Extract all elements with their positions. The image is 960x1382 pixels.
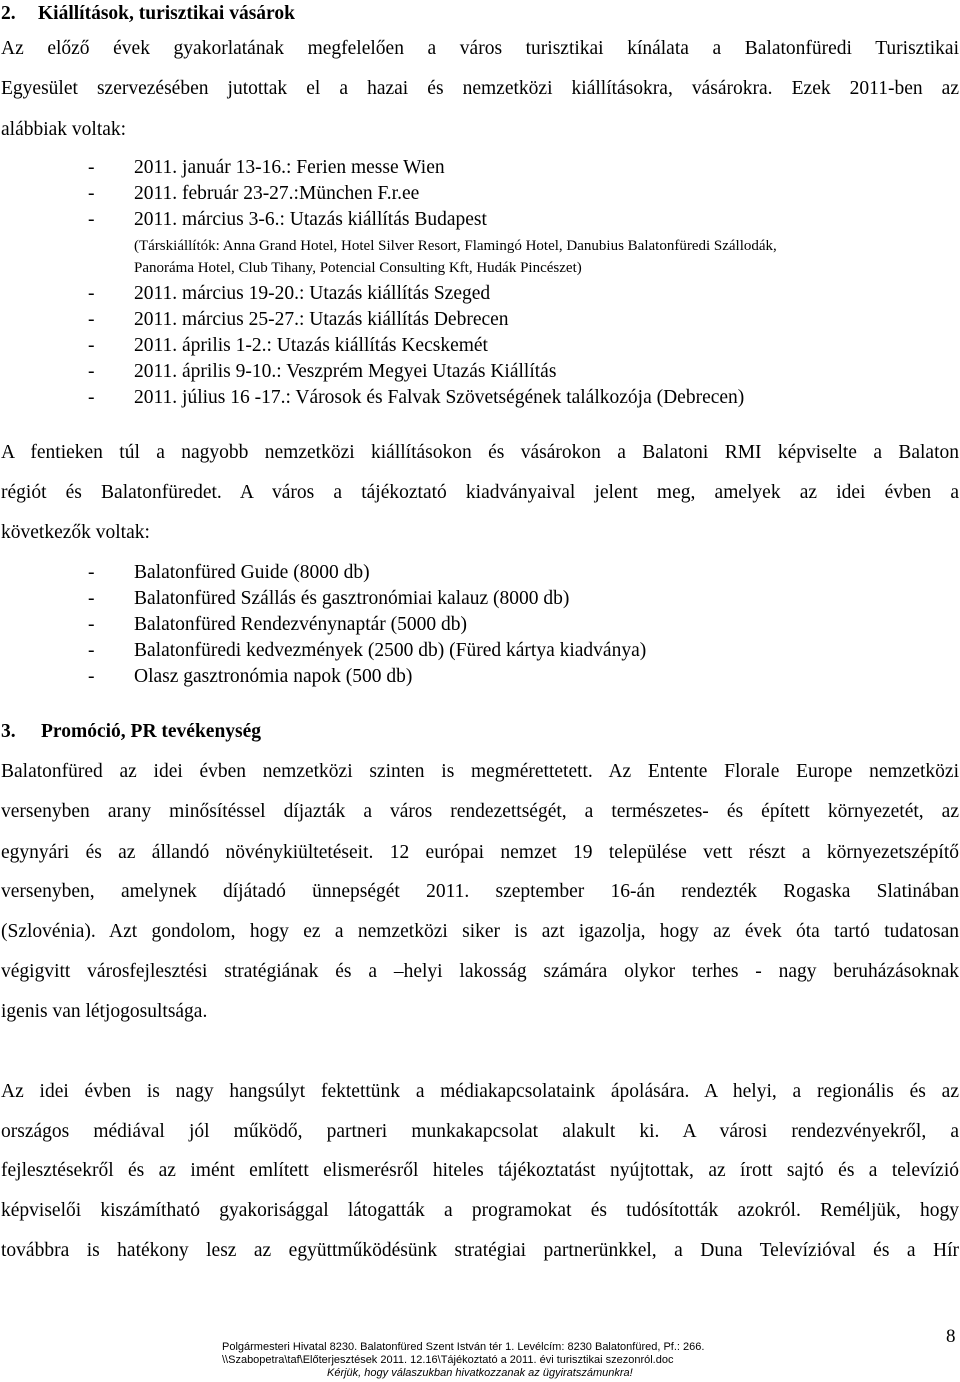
para2-line-2: régiót és Balatonfüredet. A város a tájékoztató kiadványaival jelent meg, amelyek az idei évben a [1, 482, 959, 503]
section-2-heading [1, 0, 295, 27]
publication-item: Balatonfüred Rendezvénynaptár (5000 db) [134, 614, 468, 635]
s3-para2-line: továbbra is hatékony lesz az együttműködésünk stratégiai partnerünkkel, a Duna Televízióval és a Hír [1, 1240, 959, 1261]
list-bullet: - [88, 562, 95, 583]
event-item: 2011. április 1-2.: Utazás kiállítás Kecskemét [134, 335, 488, 356]
list-bullet: - [88, 183, 95, 204]
event-item: 2011. március 19-20.: Utazás kiállítás Szeged [134, 283, 491, 304]
event-item: 2011. január 13-16.: Ferien messe Wien [134, 157, 445, 178]
event-item: 2011. március 3-6.: Utazás kiállítás Budapest [134, 209, 487, 230]
para2-line-1: A fentieken túl a nagyobb nemzetközi kiállításokon és vásárokon a Balatoni RMI képviselte a Balaton [1, 442, 959, 463]
section-3-number: 3. [1, 721, 16, 742]
s3-para1-line: végigvitt városfejlesztési stratégiának és a –helyi lakosság számára olykor terhes - nagy beruházásoknak [1, 961, 959, 982]
intro-line-1: Az előző évek gyakorlatának megfelelően a város turisztikai kínálata a Balatonfüredi Turisztikai [1, 38, 959, 59]
s3-para1-line: egynyári és az állandó növénykiültetéseit. 12 európai nemzet 19 települése vett részt a környezetszépítő [1, 842, 959, 863]
s3-para2-line: országos médiával jól működő, partneri munkakapcsolat alakult ki. A városi rendezvényekről, a [1, 1121, 959, 1142]
list-bullet: - [88, 283, 95, 304]
event-item: 2011. március 25-27.: Utazás kiállítás Debrecen [134, 309, 509, 330]
exhibitors-note-line-2: Panoráma Hotel, Club Tihany, Potencial Consulting Kft, Hudák Pincészet) [134, 260, 582, 276]
list-bullet: - [88, 387, 95, 408]
para2-line-3: következők voltak: [1, 522, 150, 543]
s3-para2-line: Az idei évben is nagy hangsúlyt fektettünk a médiakapcsolataink ápolására. A helyi, a regionális és az [1, 1081, 959, 1102]
event-item: 2011. április 9-10.: Veszprém Megyei Utazás Kiállítás [134, 361, 557, 382]
footer-address: Polgármesteri Hivatal 8230. Balatonfüred Szent István tér 1. Levélcím: 8230 Balatonfüred, Pf.: 266. [222, 1341, 705, 1353]
list-bullet: - [88, 666, 95, 687]
section-2-title: Kiállítások, turisztikai vásárok [38, 3, 295, 24]
list-bullet: - [88, 614, 95, 635]
page-number: 8 [946, 1326, 956, 1347]
list-bullet: - [88, 157, 95, 178]
s3-para1-line: igenis van létjogosultsága. [1, 1001, 208, 1022]
list-bullet: - [88, 309, 95, 330]
list-bullet: - [88, 209, 95, 230]
list-bullet: - [88, 588, 95, 609]
exhibitors-note-line-1: (Társkiállítók: Anna Grand Hotel, Hotel Silver Resort, Flamingó Hotel, Danubius Balatonfüredi Szállodák, [134, 238, 777, 254]
event-item: 2011. február 23-27.:München F.r.ee [134, 183, 420, 204]
section-3-heading [1, 718, 262, 745]
publication-item: Balatonfüred Szállás és gasztronómiai kalauz (8000 db) [134, 588, 570, 609]
publication-item: Balatonfüredi kedvezmények (2500 db) (Füred kártya kiadványa) [134, 640, 647, 661]
footer-file-path: \\Szabopetra\taf\Előterjesztések 2011. 12.16\Tájékoztató a 2011. évi turisztikai szezonról.doc [222, 1354, 674, 1366]
publication-item: Olasz gasztronómia napok (500 db) [134, 666, 413, 687]
publication-item: Balatonfüred Guide (8000 db) [134, 562, 370, 583]
list-bullet: - [88, 361, 95, 382]
intro-line-2: Egyesület szervezésében jutottak el a hazai és nemzetközi kiállításokra, vásárokra. Ezek 2011-ben az [1, 78, 959, 99]
s3-para2-line: képviselői kiszámítható gyakorisággal látogatták a programokat és tudósították azokról. Reméljük, hogy [1, 1200, 959, 1221]
footer-notice: Kérjük, hogy válaszukban hivatkozzanak az ügyiratszámunkra! [327, 1367, 633, 1379]
s3-para2-line: fejlesztésekről és az imént említett elismerésről hiteles tájékoztatást nyújtottak, az írott sajtó és a televízió [1, 1160, 959, 1181]
section-2-number: 2. [1, 3, 16, 24]
event-item: 2011. július 16 -17.: Városok és Falvak Szövetségének találkozója (Debrecen) [134, 387, 745, 408]
list-bullet: - [88, 335, 95, 356]
s3-para1-line: versenyben, amelynek díjátadó ünnepségét 2011. szeptember 16-án rendezték Rogaska Slatinában [1, 881, 959, 902]
s3-para1-line: Balatonfüred az idei évben nemzetközi szinten is megmérettetett. Az Entente Florale Europe nemzetközi [1, 761, 959, 782]
section-3-title: Promóció, PR tevékenység [41, 721, 262, 742]
list-bullet: - [88, 640, 95, 661]
s3-para1-line: (Szlovénia). Azt gondolom, hogy ez a nemzetközi siker is azt igazolja, hogy az évek óta tartó tudatosan [1, 921, 959, 942]
s3-para1-line: versenyben arany minősítéssel díjazták a város rendezettségét, a természetes- és épített környezetét, az [1, 801, 959, 822]
intro-line-3: alábbiak voltak: [1, 119, 127, 140]
